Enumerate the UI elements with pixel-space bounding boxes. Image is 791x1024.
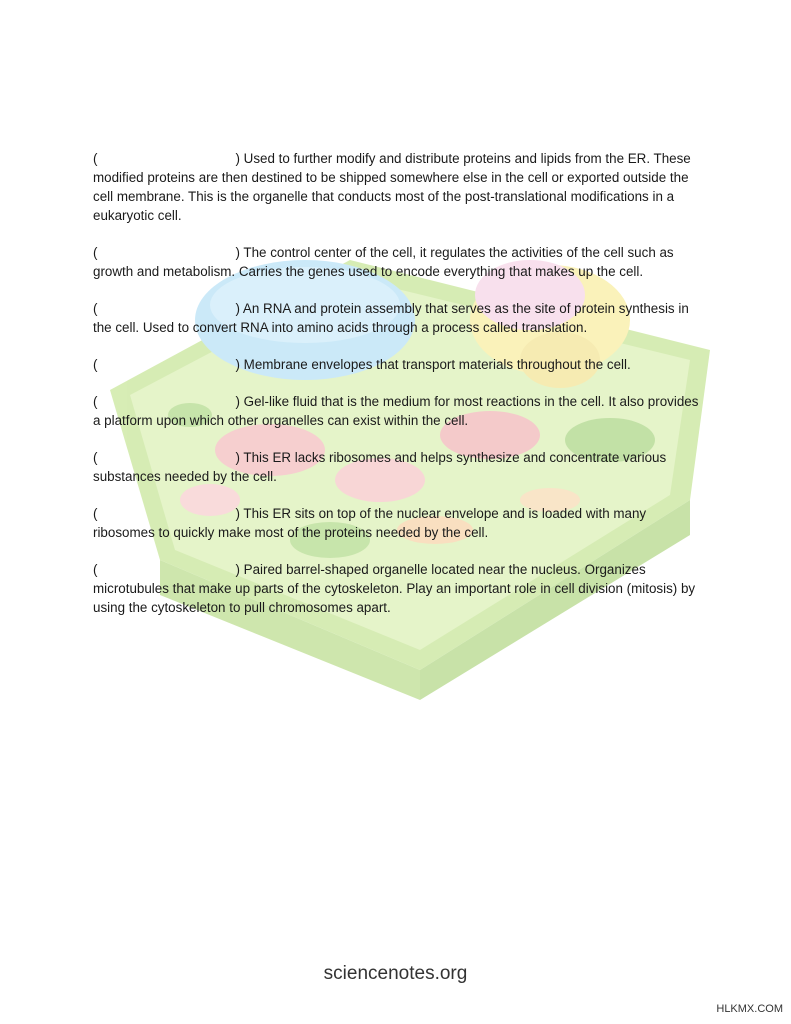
open-paren: ( bbox=[93, 301, 98, 316]
close-paren: ) bbox=[235, 394, 240, 409]
definition-text: Membrane envelopes that transport materials throughout the cell. bbox=[243, 357, 631, 372]
open-paren: ( bbox=[93, 394, 98, 409]
definition-item-5 bbox=[93, 392, 705, 430]
site-footer: sciencenotes.org bbox=[323, 963, 468, 984]
definition-text: This ER sits on top of the nuclear envelope and is loaded with many ribosomes to quickly make most of the proteins needed by the cell. bbox=[93, 506, 647, 540]
definition-text: Gel-like fluid that is the medium for most reactions in the cell. It also provides a platform upon which other organelles can exist within the cell. bbox=[93, 394, 699, 428]
organelle-definitions-list bbox=[93, 149, 705, 635]
close-paren: ) bbox=[235, 562, 240, 577]
open-paren: ( bbox=[93, 151, 98, 166]
definition-text: This ER lacks ribosomes and helps synthesize and concentrate various substances needed by the cell. bbox=[93, 450, 667, 484]
definition-text: Paired barrel-shaped organelle located near the nucleus. Organizes microtubules that make up parts of the cytoskeleton. Play an important role in cell division (mitosis) by using the cytoskeleton to pull chromosomes apart. bbox=[93, 562, 696, 615]
definition-item-3 bbox=[93, 299, 705, 337]
close-paren: ) bbox=[235, 245, 240, 260]
close-paren: ) bbox=[235, 151, 240, 166]
definition-text: An RNA and protein assembly that serves as the site of protein synthesis in the cell. Used to convert RNA into amino acids through a process called translation. bbox=[93, 301, 689, 335]
close-paren: ) bbox=[235, 301, 240, 316]
definition-item-7 bbox=[93, 504, 705, 542]
close-paren: ) bbox=[235, 450, 240, 465]
open-paren: ( bbox=[93, 357, 98, 372]
definition-text: Used to further modify and distribute proteins and lipids from the ER. These modified proteins are then destined to be shipped somewhere else in the cell or exported outside the cell membrane. This is the organelle that conducts most of the post-translational modifications in a eukaryotic cell. bbox=[93, 151, 691, 223]
definition-item-1 bbox=[93, 149, 705, 225]
open-paren: ( bbox=[93, 562, 98, 577]
definition-item-4 bbox=[93, 355, 705, 374]
definition-item-8 bbox=[93, 560, 705, 617]
open-paren: ( bbox=[93, 450, 98, 465]
corner-watermark: HLKMX.COM bbox=[716, 1003, 783, 1015]
definition-text: The control center of the cell, it regulates the activities of the cell such as growth and metabolism. Carries the genes used to encode everything that makes up the cell. bbox=[93, 245, 674, 279]
open-paren: ( bbox=[93, 245, 98, 260]
close-paren: ) bbox=[235, 357, 240, 372]
close-paren: ) bbox=[235, 506, 240, 521]
definition-item-6 bbox=[93, 448, 705, 486]
definition-item-2 bbox=[93, 243, 705, 281]
open-paren: ( bbox=[93, 506, 98, 521]
